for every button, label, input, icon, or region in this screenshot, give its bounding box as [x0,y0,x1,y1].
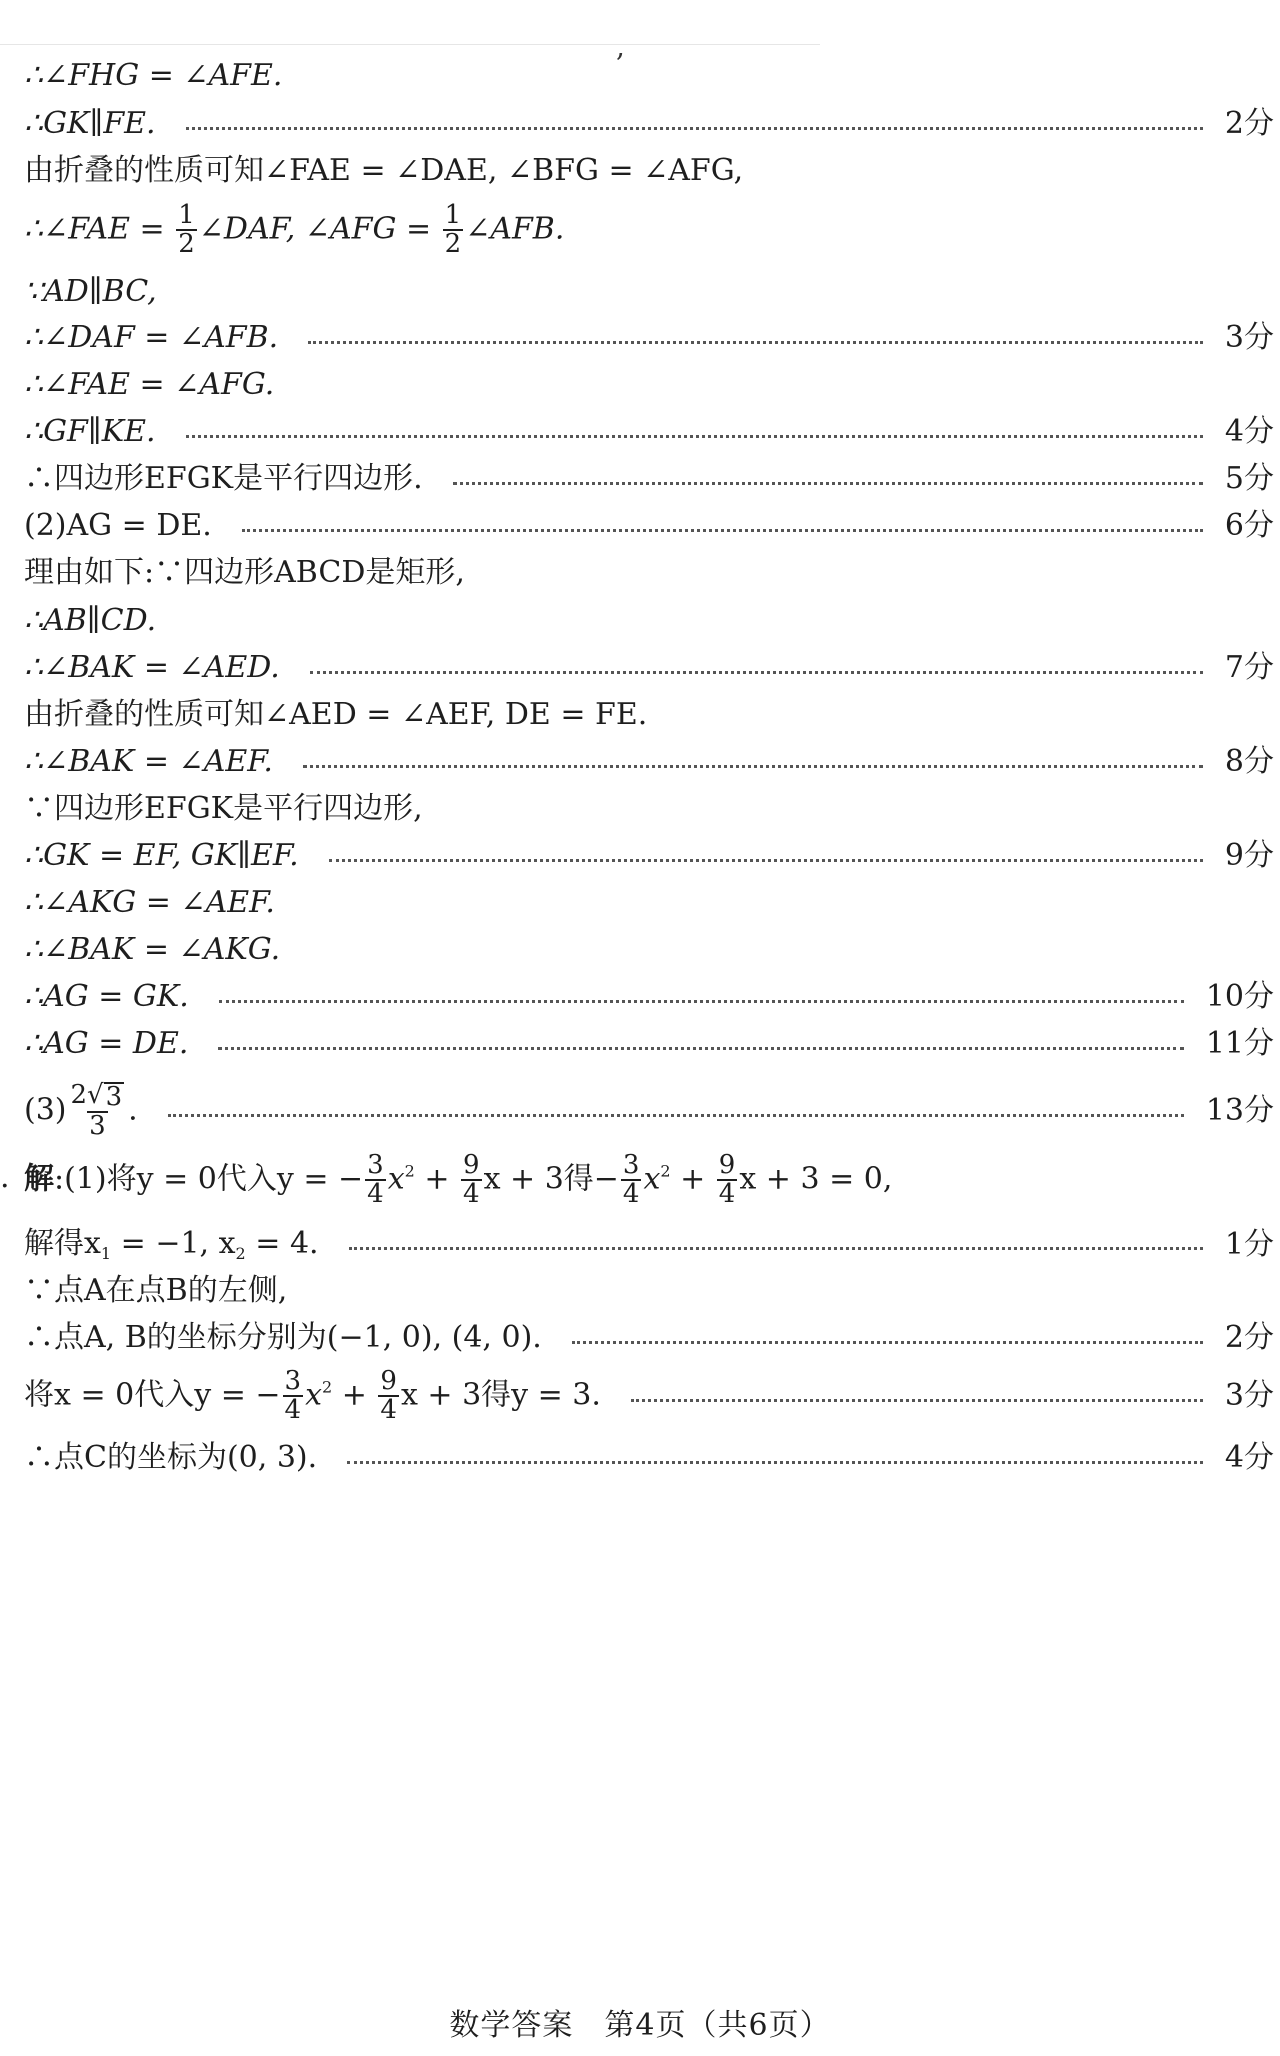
score-label: 5分 [1224,461,1274,496]
fraction: $\frac{9}{4}$ [718,1150,736,1210]
score-label: 7分 [1224,650,1274,685]
score-label: 13分 [1205,1093,1274,1129]
dot-leader [631,1399,1203,1402]
proof-line-21 [24,1026,1274,1062]
statement: 解:(1)将y = 0代入y = − $\frac{3}{4}$ $x^2$ + $\frac{9}{4}$ x + 3得− $\frac{3}{4}$ $x^2$ + $\frac{9}{4}$ x + 3 = 0, [24,1150,893,1210]
statement: (2)AG = DE. [24,508,212,543]
proof-line-11 [24,555,1274,591]
proof-line-2 [24,106,1274,142]
proof-line-5 [24,274,1274,310]
statement: 解得$x_1 = -1$, $x_2 = 4$. [24,1226,319,1263]
proof-line-13 [24,650,1274,686]
fraction: $\frac{9}{4}$ [380,1366,397,1426]
statement: ∴∠AKG = ∠AEF. [24,885,275,920]
dot-leader [186,127,1203,130]
dot-leader [310,671,1203,674]
statement: 由折叠的性质可知∠AED = ∠AEF, DE = FE. [24,697,648,732]
proof-line-7 [24,367,1274,403]
statement: ∴∠BAK = ∠AED. [24,650,280,685]
dot-leader [347,1461,1203,1464]
statement: ∴四边形EFGK是平行四边形. [24,461,423,496]
proof-line-15 [24,744,1274,780]
proof-line-16 [24,791,1274,827]
proof-line-19 [24,932,1274,968]
statement: ∴∠FAE = $\frac{1}{2}$ ∠DAF, ∠AFG = $\frac{1}{2}$ ∠AFB. [24,200,565,260]
dot-leader [219,1000,1184,1003]
proof-line-22 [24,1082,1274,1141]
statement: ∴∠BAK = ∠AEF. [24,744,273,779]
statement: ∴AG = DE. [24,1026,189,1061]
fraction: $\frac{9}{4}$ [463,1150,480,1210]
statement: 理由如下:∵四边形ABCD是矩形, [24,555,465,590]
score-label: 3分 [1224,320,1274,355]
fraction: $\frac{1}{2}$ [444,200,462,260]
score-label: 4分 [1224,1440,1274,1475]
dot-leader [303,765,1203,768]
page-footer: 数学答案 第4页（共6页） [449,2008,831,2043]
statement: ∴GK = EF, GK∥EF. [24,838,299,873]
proof-line-20 [24,979,1274,1015]
dot-leader [349,1247,1203,1250]
fraction: 2 √ 3 3 [70,1080,123,1142]
dot-leader [218,1047,1183,1050]
statement: ∴点C的坐标为(0, 3). [24,1440,318,1475]
statement: ∴AG = GK. [24,979,189,1014]
proof-line-12 [24,603,1274,639]
answer-label: 解 [24,1161,54,1197]
score-label: 2分 [1224,106,1274,141]
q2-line-2 [24,1226,1274,1263]
statement: ∵AD∥BC, [24,274,157,309]
q2-line-6 [24,1440,1274,1476]
top-mark: , [616,30,625,63]
statement: ∴∠DAF = ∠AFB. [24,320,279,355]
q2-line-4 [24,1320,1274,1356]
statement: ∴GF∥KE. [24,414,156,449]
dot-leader [168,1114,1184,1117]
statement: ∴点A, B的坐标分别为(−1, 0), (4, 0). [24,1320,542,1355]
score-label: 4分 [1224,414,1274,449]
q2-line-1 [24,1152,1274,1209]
score-label: 6分 [1224,508,1274,543]
dot-leader [308,341,1203,344]
proof-line-10 [24,508,1274,544]
statement: 将x = 0代入y = − $\frac{3}{4}$ $x^2$ + $\frac{9}{4}$ x + 3得y = 3. [24,1366,601,1426]
statement: ∵四边形EFGK是平行四边形, [24,791,423,826]
dot-leader [242,529,1203,532]
statement: ∴∠FHG = ∠AFE. [24,58,283,93]
statement: ∴∠BAK = ∠AKG. [24,932,281,967]
proof-line-18 [24,885,1274,921]
statement: ∴∠FAE = ∠AFG. [24,367,275,402]
statement: ∵点A在点B的左侧, [24,1273,288,1308]
fraction: $\frac{3}{4}$ [284,1366,302,1426]
score-label: 9分 [1224,838,1274,873]
dot-leader [186,435,1203,438]
statement: (3) 2 √ 3 3 . [24,1080,138,1142]
dot-leader [329,859,1203,862]
proof-line-14 [24,697,1274,733]
proof-line-3 [24,153,1274,189]
statement: ∴AB∥CD. [24,603,157,638]
fraction: $\frac{1}{2}$ [178,200,195,260]
question-marker: . [0,1160,10,1195]
fraction: $\frac{3}{4}$ [622,1150,640,1210]
score-label: 2分 [1224,1320,1274,1355]
score-label: 10分 [1205,979,1274,1014]
fraction: $\frac{3}{4}$ [367,1150,384,1210]
statement: 由折叠的性质可知∠FAE = ∠DAE, ∠BFG = ∠AFG, [24,153,744,188]
dot-leader [572,1341,1203,1344]
proof-line-1 [24,58,1274,94]
proof-line-6 [24,320,1274,356]
proof-line-4 [24,202,1274,259]
sqrt: √ 3 [87,1080,123,1112]
score-label: 3分 [1224,1378,1274,1414]
statement: ∴GK∥FE. [24,106,156,141]
score-label: 8分 [1224,744,1274,779]
top-rule [0,44,820,45]
proof-line-17 [24,838,1274,874]
q2-line-3 [24,1273,1274,1309]
proof-line-8 [24,414,1274,450]
proof-line-9 [24,461,1274,497]
dot-leader [453,482,1203,485]
score-label: 1分 [1224,1226,1274,1262]
score-label: 11分 [1205,1026,1274,1061]
q2-line-5 [24,1368,1274,1425]
